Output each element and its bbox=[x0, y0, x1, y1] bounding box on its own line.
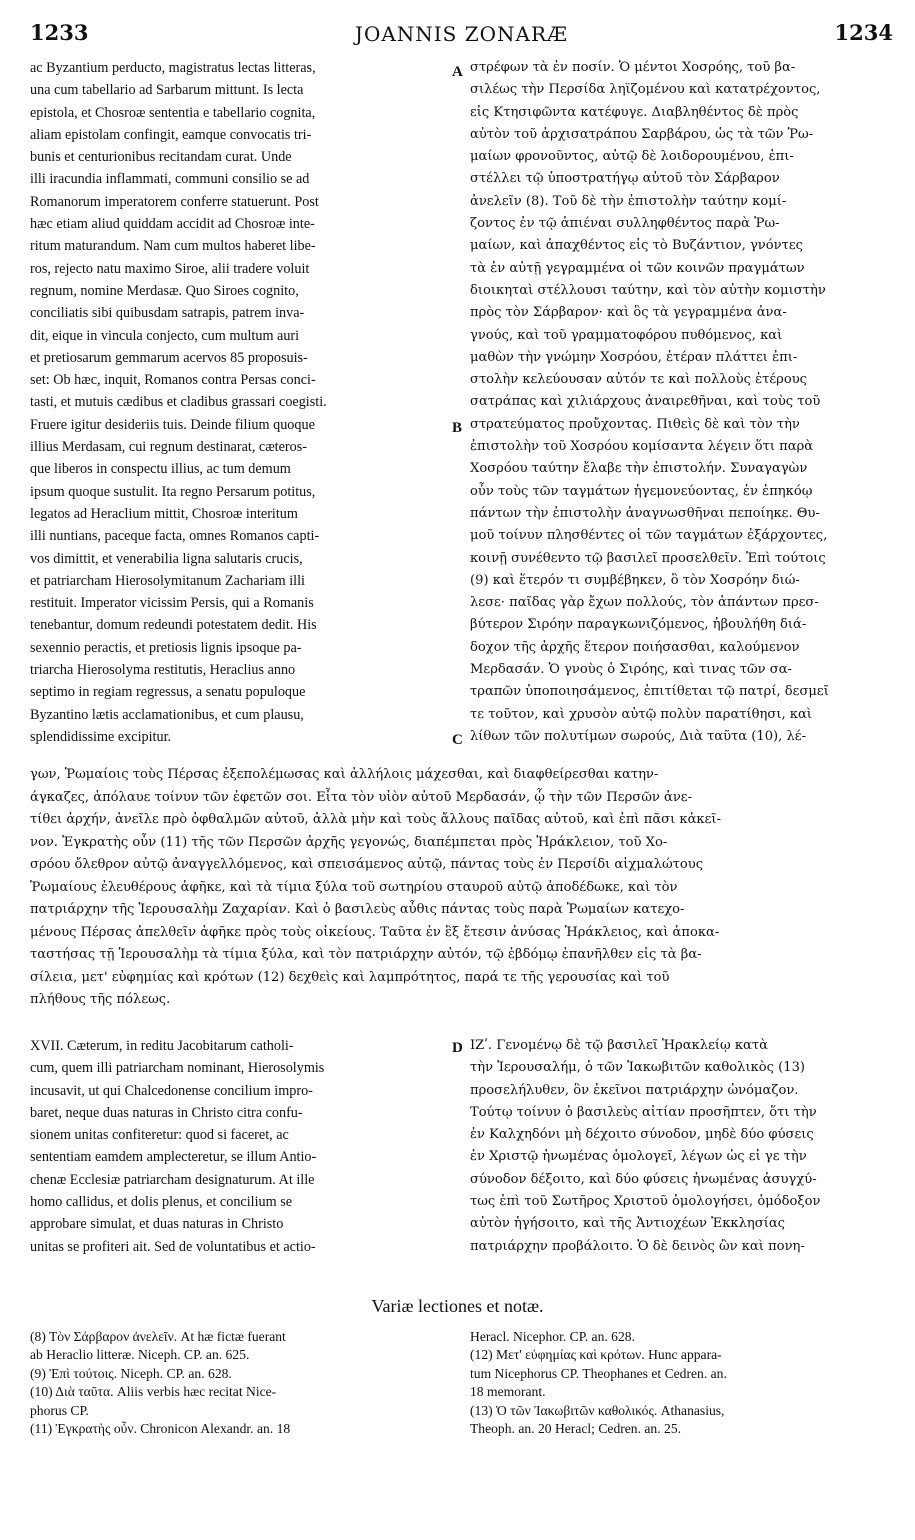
text-line: σιλέως τὴν Περσίδα ληϊζομένου καὶ κατατρέχοντος, bbox=[470, 82, 821, 98]
text-line: στρέφων τὰ ἐν ποσίν. Ὁ μέντοι Χοσρόης, τοῦ βα- bbox=[470, 60, 796, 75]
text-line: δοχον τῆς ἀρχῆς ἕτερον ποιήσασθαι, καλούμενον bbox=[470, 639, 800, 655]
notes-column-right bbox=[470, 1328, 902, 1438]
text-line: γνούς, καὶ τοῦ γραμματοφόρου πυθόμενος, καὶ bbox=[470, 327, 783, 343]
margin-letter-b: B bbox=[452, 420, 463, 436]
greek-column-top bbox=[470, 57, 902, 748]
text-line: ἐν Καλχηδόνι μὴ δέχοιτο σύνοδον, μηδὲ δύο φύσεις bbox=[470, 1127, 814, 1143]
text-line: sexennio peractis, et pretiosis lignis ipsoque pa- bbox=[30, 639, 302, 656]
text-line: Heracl. Nicephor. CP. an. 628. bbox=[470, 1329, 635, 1344]
text-line: βύτερον Σιρόην παραγκωνιζόμενος, ἠβουλήθη διά- bbox=[470, 617, 807, 633]
text-line: τραπῶν ὑποποιησάμενος, ἐπιτίθεται τῷ πατρί, δεσμεῖ bbox=[470, 684, 829, 700]
text-line: bunis et centurionibus recitandam curat. Unde bbox=[30, 149, 292, 166]
latin-column-top bbox=[30, 57, 448, 748]
notes-heading: Variæ lectiones et notæ. bbox=[371, 1296, 544, 1316]
text-line: εἰς Κτησιφῶντα κατέφυγε. Διαβληθέντος δὲ πρὸς bbox=[470, 104, 799, 120]
text-line: tenebantur, domum redeundi potestatem dedit. His bbox=[30, 617, 317, 634]
text-line: Χοσρόου ταύτην ἔλαβε τὴν ἐπιστολήν. Συναγαγὼν bbox=[470, 461, 808, 477]
text-line: phorus CP. bbox=[30, 1402, 89, 1418]
text-line: πλήθους τῆς πόλεως. bbox=[30, 992, 171, 1007]
text-line: que liberos in conspectu illius, ac tum demum bbox=[30, 461, 291, 478]
text-line: illi nuntians, paceque facta, omnes Romanos capti- bbox=[30, 528, 320, 545]
text-line: σύνοδον δέξοιτο, καὶ δύο φύσεις ἡνωμένας ἀσυγχύ- bbox=[470, 1171, 817, 1187]
text-line: νον. Ἐγκρατὴς οὖν (11) τῆς τῶν Περσῶν ἀρχῆς γεγονώς, διαπέμπεται πρὸς Ἡράκλειον, τοῦ Χο- bbox=[30, 834, 668, 850]
text-line: set: Ob hæc, inquit, Romanos contra Persas conci- bbox=[30, 372, 316, 389]
text-line: σρόου ὄλεθρον αὐτῷ ἀναγγελλόμενος, καὶ σπεισάμενος αὐτῷ, πάντας τοὺς ἐν Περσίδι αἰχμαλώτους bbox=[30, 857, 704, 872]
text-line: ros, rejecto natu maximo Siroe, alii tradere voluit bbox=[30, 260, 310, 277]
text-line: chenæ Ecclesiæ patriarcham designaturum. At ille bbox=[30, 1171, 315, 1188]
text-line: πατριάρχην προβάλοιτο. Ὁ δὲ δεινὸς ὢν καὶ πονη- bbox=[470, 1238, 805, 1254]
text-line: μαίων, καὶ ἀπαχθέντος εἰς τὸ Βυζάντιον, γνόντες bbox=[470, 238, 803, 254]
text-line: approbare simulat, et duas naturas in Christo bbox=[30, 1216, 284, 1233]
text-line: ἐν Χριστῷ ἡνωμένας ὁμολογεῖ, λέγων ὡς εἰ γε τὴν bbox=[470, 1149, 807, 1165]
text-line: στέλλει τῷ ὑποστρατήγῳ αὐτοῦ τὸν Σάρβαρον bbox=[470, 171, 780, 187]
text-line: legatos ad Heraclium mittit, Chosroæ interitum bbox=[30, 505, 298, 522]
text-line: una cum tabellario ad Sarbarum mittunt. Is lecta bbox=[30, 82, 304, 99]
text-line: incusavit, ut qui Chalcedonense concilium impro- bbox=[30, 1082, 313, 1099]
text-line: οὖν τοὺς τῶν ταγμάτων ἡγεμονεύοντας, ἐν ἐπηκόῳ bbox=[470, 483, 813, 499]
notes-column-left bbox=[30, 1328, 450, 1438]
text-line: septimo in regiam regressus, a senatu populoque bbox=[30, 684, 306, 701]
text-line: 18 memorant. bbox=[470, 1384, 546, 1400]
text-line: (9) Ἐπὶ τούτοις. Niceph. CP. an. 628. bbox=[30, 1365, 232, 1381]
text-line: restituit. Imperator vicissim Persis, qui a Romanis bbox=[30, 595, 314, 612]
text-line: μαίων φρονοῦντος, αὐτῷ δὲ λοιδορουμένου, ἐπι- bbox=[470, 149, 794, 165]
text-line: Romanorum imperatorem conferre statuerunt. Post bbox=[30, 193, 319, 210]
running-title: JOANNIS ZONARÆ bbox=[354, 22, 569, 46]
text-line: λεσε· παῖδας γὰρ ἔχων πολλούς, τὸν ἁπάντων πρεσ- bbox=[470, 595, 819, 611]
text-line: Byzantino lætis acclamationibus, et cum plausu, bbox=[30, 706, 304, 723]
greek-full-width-text bbox=[30, 764, 902, 1012]
text-line: sionem unitas confiteretur: quod si faceret, ac bbox=[30, 1127, 289, 1144]
text-line: illi iracundia inflammati, communi consilio se ad bbox=[30, 171, 310, 188]
text-line: στολὴν κελεύουσαν αὐτόν τε καὶ πολλοὺς ἑτέρους bbox=[470, 372, 807, 388]
text-line: Theoph. an. 20 Heracl; Cedren. an. 25. bbox=[470, 1421, 682, 1437]
text-line: conciliatis sibi quibusdam satrapis, patrem inva- bbox=[30, 305, 305, 322]
margin-letter-a: A bbox=[452, 64, 463, 80]
text-line: Fruere igitur desideriis tuis. Deinde filium quoque bbox=[30, 416, 315, 433]
text-line: σίλεια, μετ' εὐφημίας καὶ κρότων (12) δεχθεὶς καὶ λαμπρότητος, παρά τε τῆς γερουσίας καὶ τοῦ bbox=[30, 969, 670, 985]
text-line: ἐπιστολὴν τοῦ Χοσρόου κομίσαντα λέγειν ὅτι παρὰ bbox=[470, 439, 814, 455]
text-line: triarcha Hierosolyma restitutis, Heraclius anno bbox=[30, 662, 296, 679]
page-header bbox=[30, 14, 893, 54]
greek-column-bottom bbox=[470, 1035, 902, 1258]
text-line: τως ἐπὶ τοῦ Σωτῆρος Χριστοῦ ὁμολογήσει, ὁμόδοξον bbox=[470, 1194, 821, 1210]
text-line: ipsum quoque sustulit. Ita regno Persarum potitus, bbox=[30, 483, 316, 500]
text-line: cum, quem illi patriarcham nominant, Hierosolymis bbox=[30, 1060, 325, 1077]
text-line: aliam epistolam confingit, eamque convocatis tri- bbox=[30, 126, 312, 143]
text-line: XVII. Cæterum, in reditu Jacobitarum catholi- bbox=[30, 1038, 294, 1054]
text-line: Τούτῳ τοίνυν ὁ βασιλεὺς αἰτίαν προσῆπτεν, ὅτι τὴν bbox=[470, 1104, 817, 1120]
text-line: μαθὼν τὴν γνώμην Χοσρόου, ἑτέραν πλάττει ἐπι- bbox=[470, 349, 798, 365]
text-line: ἀνελεῖν (8). Τοῦ δὲ τὴν ἐπιστολὴν ταύτην κομί- bbox=[470, 193, 787, 209]
text-line: πατριάρχην τῆς Ἱερουσαλὴμ Ζαχαρίαν. Καὶ ὁ βασιλεὺς αὖθις πάντας τοὺς παρὰ Ῥωμαίων κατεχο- bbox=[30, 902, 685, 917]
page-number-left: 1233 bbox=[30, 20, 89, 45]
text-line: sententiam eamdem amplecteretur, se illum Antio- bbox=[30, 1149, 317, 1166]
text-line: τε τοῦτον, καὶ χρυσὸν αὐτῷ πολὺν παρατίθησι, καὶ bbox=[470, 706, 812, 722]
text-line: regnum, nomine Merdasæ. Quo Siroes cognito, bbox=[30, 282, 299, 299]
text-line: αὐτὸν τοῦ ἀρχισατράπου Σαρβάρου, ὡς τὰ τῶν Ῥω- bbox=[470, 126, 814, 142]
text-line: γων, Ῥωμαίοις τοὺς Πέρσας ἐξεπολέμωσας καὶ ἀλλήλοις μάχεσθαι, καὶ διαφθείρεσθαι κατην- bbox=[30, 767, 659, 782]
text-line: στρατεύματος προὔχοντας. Πιθεὶς δὲ καὶ τὸν τὴν bbox=[470, 416, 800, 432]
text-line: άγκαζες, ἀπόλαυε τοίνυν τῶν ἐφετῶν σοι. Εἶτα τὸν υἱὸν αὐτοῦ Μερδασάν, ᾧ τὴν τῶν Περσῶν ἀνε- bbox=[30, 789, 693, 805]
text-line: homo callidus, et dolis plenus, et concilium se bbox=[30, 1194, 293, 1211]
text-line: τίθει ἀρχήν, ἀνεῖλε πρὸ ὀφθαλμῶν αὐτοῦ, ἀλλὰ μὴν καὶ τοὺς ἄλλους παῖδας αὐτοῦ, καὶ ἐπὶ πᾶσι κἀκεῖ- bbox=[30, 812, 721, 827]
text-line: ab Heraclio litteræ. Niceph. CP. an. 625. bbox=[30, 1347, 250, 1363]
text-line: tum Nicephorus CP. Theophanes et Cedren. an. bbox=[470, 1365, 727, 1381]
text-line: ritum maturandum. Nam cum multos haberet libe- bbox=[30, 238, 316, 255]
text-line: et pretiosarum gemmarum acervos 85 proposuis- bbox=[30, 349, 308, 366]
text-line: διοικηταὶ στέλλουσι ταύτην, καὶ τὸν αὐτὴν κομιστὴν bbox=[470, 282, 826, 298]
text-line: et patriarcham Hierosolymitanum Zachariam illi bbox=[30, 572, 305, 589]
text-line: κοινῇ συνέθεντο τῷ βασιλεῖ προσελθεῖν. Ἐπὶ τούτοις bbox=[470, 550, 826, 566]
text-line: ac Byzantium perducto, magistratus lectas litteras, bbox=[30, 60, 316, 76]
latin-column-bottom bbox=[30, 1035, 448, 1258]
text-line: hæc etiam aliud quiddam accidit ad Chosroæ inte- bbox=[30, 216, 315, 233]
text-line: dit, eique in vincula conjecto, cum multum auri bbox=[30, 327, 300, 344]
margin-letter-d: D bbox=[452, 1040, 463, 1056]
text-line: προσελήλυθεν, ὃν ἐκεῖνοι πατριάρχην ὠνόμαζον. bbox=[470, 1082, 799, 1098]
text-line: (13) Ὁ τῶν Ἰακωβιτῶν καθολικός. Athanasius, bbox=[470, 1402, 725, 1418]
text-line: splendidissime excipitur. bbox=[30, 728, 172, 745]
text-line: Μερδασάν. Ὁ γνοὺς ὁ Σιρόης, καὶ τινας τῶν σα- bbox=[470, 662, 792, 678]
text-line: τὰ ἐν αὐτῇ γεγραμμένα οἱ τῶν κοινῶν πραγμάτων bbox=[470, 260, 805, 276]
text-line: baret, neque duas naturas in Christo citra confu- bbox=[30, 1104, 303, 1121]
text-line: ζοντος ἐν τῷ ἀπιέναι συλληφθέντος παρὰ Ῥω- bbox=[470, 216, 780, 232]
text-line: unitas se profiteri ait. Sed de voluntatibus et actio- bbox=[30, 1238, 316, 1255]
margin-letter-c: C bbox=[452, 732, 463, 748]
text-line: τὴν Ἱερουσαλήμ, ὁ τῶν Ἰακωβιτῶν καθολικὸς (13) bbox=[470, 1060, 806, 1076]
text-line: λίθων τῶν πολυτίμων σωρούς, Διὰ ταῦτα (10), λέ- bbox=[470, 728, 807, 744]
text-line: (9) καὶ ἕτερόν τι συμβέβηκεν, ὃ τὸν Χοσρόην διώ- bbox=[470, 572, 800, 588]
text-line: σατράπας καὶ χιλιάρχους ἀναιρεθῆναι, καὶ τοὺς τοῦ bbox=[470, 394, 821, 410]
text-line: ΙΖʹ. Γενομένῳ δὲ τῷ βασιλεῖ Ἡρακλείῳ κατὰ bbox=[470, 1038, 768, 1053]
text-line: vos dimittit, et venerabilia ligna salutaris crucis, bbox=[30, 550, 303, 567]
text-line: πρὸς τὸν Σάρβαρον· καὶ ὃς τὰ γεγραμμένα ἀνα- bbox=[470, 305, 787, 321]
text-line: (10) Διὰ ταῦτα. Aliis verbis hæc recitat Nice- bbox=[30, 1384, 277, 1400]
text-line: illius Merdasam, cui regnum destinarat, cæteros- bbox=[30, 439, 307, 456]
text-line: tasti, et mutuis cædibus et cladibus grassari coegisti. bbox=[30, 394, 327, 411]
text-line: (11) Ἐγκρατὴς οὖν. Chronicon Alexandr. an. 18 bbox=[30, 1421, 291, 1437]
text-line: μένους Πέρσας ἀπελθεῖν ἀφῆκε πρὸς τοὺς οἰκείους. Ταῦτα ἐν ἓξ ἔτεσιν ἀνύσας Ἡράκλειος, καὶ ἀποκα- bbox=[30, 924, 720, 940]
text-line: epistola, et Chosroæ sententia e tabellario cognita, bbox=[30, 104, 316, 121]
text-line: ταστήσας τῇ Ἱερουσαλὴμ τὰ τίμια ξύλα, καὶ τὸν πατριάρχην αὐτόν, τῷ ἑβδόμῳ ἐπανῆλθεν εἰς τὰ βα- bbox=[30, 947, 702, 962]
text-line: (8) Τὸν Σάρβαρον ἀνελεῖν. At hæ fictæ fuerant bbox=[30, 1329, 286, 1344]
page-number-right: 1234 bbox=[834, 20, 893, 45]
text-line: (12) Μετ' εὐφημίας καὶ κρότων. Hunc appara- bbox=[470, 1347, 722, 1363]
text-line: μοῦ τοίνυν πλησθέντες οἱ τῶν ταγμάτων ἐξάρχοντες, bbox=[470, 528, 828, 544]
text-line: αὐτὸν ἡγήσοιτο, καὶ τῆς Ἀντιοχέων Ἐκκλησίας bbox=[470, 1216, 785, 1232]
text-line: Ῥωμαίους ἐλευθέρους ἀφῆκε, καὶ τὰ τίμια ξύλα τοῦ σωτηρίου σταυροῦ αὐτῷ ἀποδέδωκε, καὶ τὸν bbox=[30, 879, 678, 895]
text-line: πάντων τὴν ἐπιστολὴν ἀναγνωσθῆναι πεποίηκε. Θυ- bbox=[470, 505, 820, 521]
